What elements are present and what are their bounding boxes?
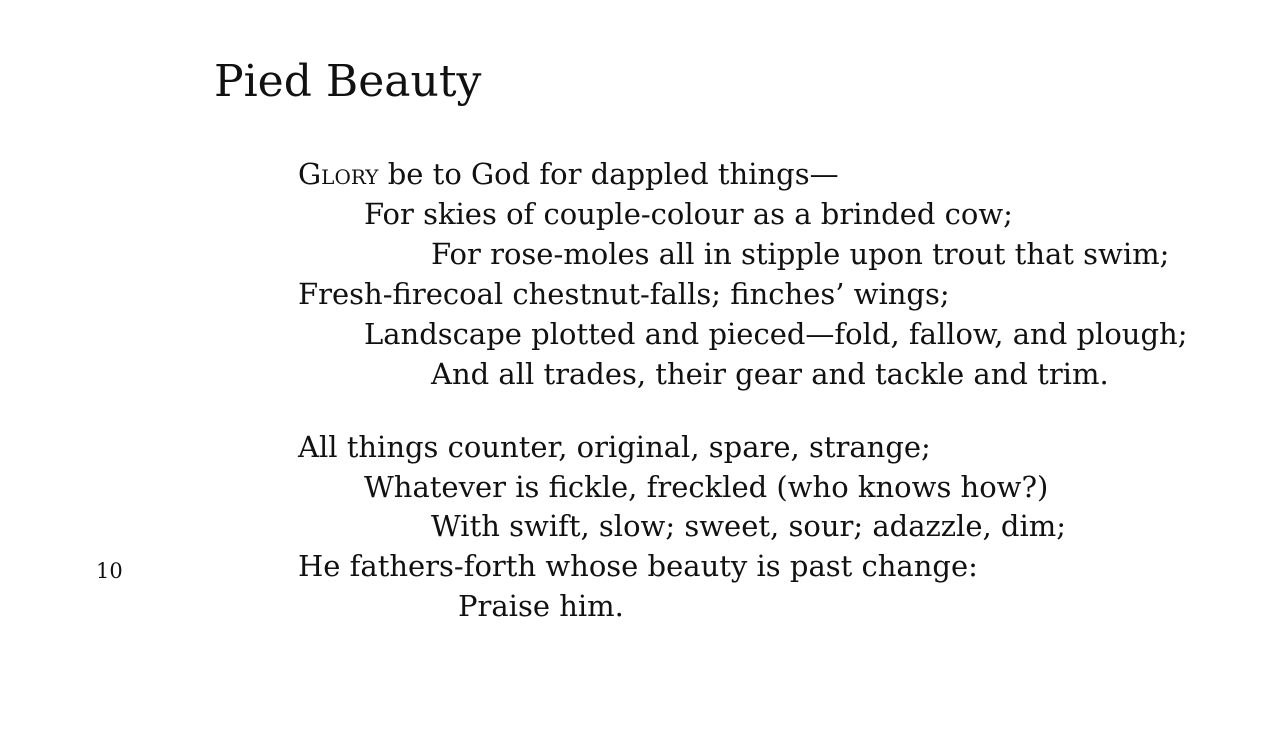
drop-word: Glory xyxy=(298,157,379,191)
poem-line-9: With swift, slow; sweet, sour; adazzle, dim; xyxy=(431,509,1067,543)
line-number: 10 xyxy=(96,559,123,583)
poem-title: Pied Beauty xyxy=(214,56,482,107)
poem-line-6: And all trades, their gear and tackle and trim. xyxy=(431,357,1109,391)
poem-line-1 xyxy=(298,157,839,191)
poem-line-7: All things counter, original, spare, strange; xyxy=(298,430,931,464)
poem-line-2: For skies of couple-colour as a brinded cow; xyxy=(364,197,1013,231)
poem-line-5: Landscape plotted and pieced—fold, fallow, and plough; xyxy=(364,317,1188,351)
poem-line-1-rest: be to God for dappled things— xyxy=(378,157,839,191)
poem-line-11: Praise him. xyxy=(458,589,624,623)
poem-line-8: Whatever is fickle, freckled (who knows how?) xyxy=(364,470,1049,504)
poem-line-3: For rose-moles all in stipple upon trout that swim; xyxy=(431,237,1170,271)
poem-line-4: Fresh-firecoal chestnut-falls; finches’ wings; xyxy=(298,277,950,311)
poem-line-10: He fathers-forth whose beauty is past change: xyxy=(298,549,978,583)
